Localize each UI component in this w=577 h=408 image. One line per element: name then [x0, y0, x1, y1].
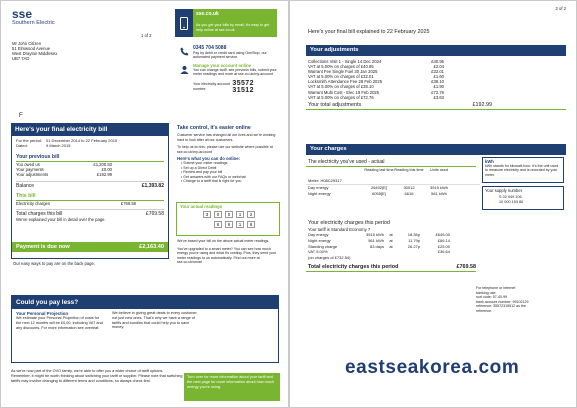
bill-page-1: sse Southern Electric 1 of 2 Mr John Citizen 51 Elmwood Avenue West Drayton Middlesex UB7 7AD sse.co.uk As you get your bills by email, it's easy to get help online at sse.co.uk 0345 704 5088 Pay by debit or credit card using OneStop, our automated payment service. Manage your account online You can change tariff, see previous bills, submit your meter readings and more at sse.co.uk/my-account Your electricity account number: 35572 31512 F Here's your final electricity bill For the period: 01 December 2014 to 22 February 2015 Dated: 9 March 2015 Your previous bill You owed us £1,200.83 Your payments £0.00 Your adjustments £192.99 Balance £1,393.82 This bill Electricity charges £769.58 Total charges this bill £769.58 We've explained your bill in detail over the page. Payment is due now £2,163.40 Our easy ways to pay are on the back page. Take control, it's easier online Customer service has changed all our lives and we're working hard to look after all our customers. To help us do this, please use our website where possible at sse.co.uk/my-account Here's what you can do online: • Submit your meter readings • Set up a Direct Debit • Review and pay your bill • Get answers with our FAQs or webchat • Change to a tariff that is right for you Your actual readings 3 0 0 1 2 6 6 1 8 We've based your bill on the above actual meter readings. You've upgraded to a smart meter? You can see how much energy you're using and what it's costing. Plus, they send your meter readings to us automatically. Find out more at sse.co.uk/smart Could you pay less? Your Personal Projection We estimate your Personal Projection of costs for the next 12 months will be £0.00, including VAT and any discounts. For more information see overleaf. We believe in giving great deals to every customer, not just new ones. That's why we have a range of tariffs and bundles that could help you to save money. As we're now part of the OVO family, we're able to offer you a wider choice of tariff options. Remember, it might be worth thinking about switching your tariff or supplier. Please note that switching tariffs may involve changing to different terms and conditions, so always check first. Turn over for more information about your tariff and the next page for more information about how much energy you're using.	[0, 0, 289, 408]
website-link[interactable]: sse.co.uk	[196, 11, 219, 17]
supply-number-box: Your supply number S 02 949 106 10 000 153 86	[482, 186, 564, 210]
adjustment-row: VAT at 5.00% on charges of £38.10 £1.90	[308, 84, 444, 90]
charge-row: VAT 5.00% £36.64	[308, 249, 450, 255]
reading-digit: 2	[247, 211, 255, 218]
adjustment-row: VAT at 5.00% on charges of £72.76 £3.63	[308, 94, 444, 100]
reading-digit: 0	[214, 211, 222, 218]
customer-address	[12, 41, 112, 61]
previous-bill-rows: You owed us £1,200.83 Your payments £0.00 Your adjustments £192.99	[16, 161, 112, 177]
address-line: West Drayton Middlesex	[12, 51, 58, 57]
website-box: sse.co.uk As you get your bills by email, it's easy to get help online at sse.co.uk	[175, 9, 277, 37]
adjustment-row: Collections Visit 1 - Single 14 Dec 2024 £40.95	[308, 59, 444, 64]
phone-icon	[175, 45, 193, 60]
adjustments-section: Your adjustments Collections Visit 1 - Single 14 Dec 2024 £40.95 VAT at 5.00% on charges of £40.95 £2.04 Warrant Fee Single Fuel 30 Jan 2025 £32.01 VAT at 5.00% on charges of £32.01 £1.60 Locksmith Attendance Fee 28 Feb 2025 £38.10 VAT at 5.00% on charges of £38.10 £1.90 Warrant Multi Cost - Elec 19 Feb 2025 £72.76 VAT at 5.00% on charges of £72.76 £3.63 Your total adjustments £192.99	[306, 45, 566, 110]
account-number: Your electricity account number: 35572 31512	[193, 79, 254, 94]
payment-due-banner: Payment is due now £2,163.40	[12, 242, 168, 252]
address-line: 51 Elmwood Avenue	[12, 46, 51, 52]
footer-note: As we're now part of the OVO family, we're able to offer you a wider choice of tariff options. Remember, it might be worth thinking about switching your tariff or supplier. Please note that switching tariffs may involve changing to different terms and conditions, so always check first.	[11, 369, 183, 383]
readings-notes: We've based your bill on the above actual meter readings. You've upgraded to a smart meter? You can see how much energy you're using and what it's costing. Plus, they send your meter readings to us automatically. Find out more at sse.co.uk/smart	[177, 239, 277, 264]
total-charges-row: Total electricity charges this period £769.58	[308, 264, 476, 271]
meter-row: Day energy 26492[E] 30012 3515 kWh	[308, 185, 448, 191]
reading-digit: 0	[225, 211, 233, 218]
mark: F	[19, 113, 23, 119]
contact-panel	[175, 9, 277, 94]
list-item: • Set up a Direct Debit	[181, 165, 217, 170]
charge-row: (on charges of £732.54)	[308, 254, 351, 260]
list-item: • Submit your meter readings	[181, 161, 228, 165]
adjustment-row: VAT at 5.00% on charges of £40.95 £2.04	[308, 64, 444, 70]
page-title: Here's your final bill explained to 22 February 2025	[308, 29, 430, 35]
charge-row: Day energy 3515 kWh at 18.35p £645.00	[308, 232, 450, 238]
charge-row: Night energy 561 kWh at 11.79p £66.14	[308, 238, 450, 243]
final-bill-box: Here's your final electricity bill For the period: 01 December 2014 to 22 February 2015 Dated: 9 March 2015 Your previous bill You owed us £1,200.83 Your payments £0.00 Your adjustments £192.99 Balance £1,393.82 This bill Electricity charges £769.58 Total charges this bill £769.58 We've explained your bill in detail over the page. Payment is due now £2,163.40	[11, 123, 169, 259]
page-number: 1 of 2	[141, 33, 152, 38]
reading-digit: 6	[225, 221, 233, 228]
adjustment-row: VAT at 5.00% on charges of £32.01 £1.60	[308, 74, 444, 80]
meter-label: Meter: H08C29317	[306, 178, 480, 185]
reading-digit: 6	[214, 221, 222, 228]
kwh-info-box: kWh kWh stands for kilowatt-hour. It's the unit used to measure electricity and is recorded by your meter.	[482, 157, 564, 183]
phone-box: 0345 704 5088 Pay by debit or credit card using OneStop, our automated payment service.	[175, 45, 277, 60]
meter-table: Reading last time Reading this time Units used Meter: H08C29317 Day energy 26492[E] 30012 3515 kWh Night energy 6055[E] 6616 561 kWh	[306, 168, 480, 197]
total-charges-row: Total charges this bill £769.58	[16, 211, 164, 218]
take-control-panel: Take control, it's easier online Customer service has changed all our lives and we're working hard to look after all our customers. To help us do this, please use our website where possible at sse.co.uk/my-account Here's what you can do online: • Submit your meter readings • Set up a Direct Debit • Review and pay your bill • Get answers with our FAQs or webchat • Change to a tariff that is right for you	[177, 125, 279, 184]
this-bill-row: Electricity charges £769.58	[16, 201, 136, 207]
readings-box: Your actual readings 3 0 0 1 2 6 6 1 8	[176, 202, 280, 236]
reading-row-1	[203, 211, 279, 218]
adjustment-row: Warrant Fee Single Fuel 30 Jan 2025 £32.01	[308, 69, 444, 75]
adjustment-row: Locksmith Attendance Fee 28 Feb 2025 £38.10	[308, 79, 444, 85]
reading-digit: 8	[247, 221, 255, 228]
list-item: • Change to a tariff that is right for you	[181, 179, 242, 183]
used-title: The electricity you've used - actual	[306, 157, 476, 167]
account-icon	[175, 63, 193, 77]
online-services-list	[177, 161, 279, 184]
reading-digit: 1	[236, 221, 244, 228]
bill-date: 9 March 2015	[46, 143, 71, 149]
manage-account-box: Manage your account online You can change tariff, see previous bills, submit your meter readings and more at sse.co.uk/my-account	[175, 63, 277, 77]
mobile-icon	[175, 9, 193, 37]
bill-period: 01 December 2014 to 22 February 2015	[46, 138, 118, 143]
reading-digit: 3	[203, 211, 211, 218]
phone-number[interactable]: 0345 704 5088	[193, 45, 227, 51]
balance-row: Balance £1,393.82	[16, 183, 164, 190]
period-charges: Your electricity charges this period Your tariff is Standard Economy 7 Day energy 3515 kWh at 18.35p £645.00 Night energy 561 kWh at 11.79p £66.14 Standing charge 83 days at 26.27p £25.00 VAT 5.00% £36.64 (on charges of £732.54)	[306, 219, 480, 260]
meter-row: Night energy 6055[E] 6616 561 kWh	[308, 191, 447, 197]
address-line: UB7 7AD	[12, 56, 30, 62]
supply-number: S 02 949 106	[499, 195, 522, 199]
bill-title: Here's your final electricity bill	[12, 124, 168, 136]
sse-logo: sse Southern Electric	[12, 7, 55, 26]
adjustment-row: Warrant Multi Cost - Elec 19 Feb 2025 £72.76	[308, 89, 444, 95]
turn-over-box: Turn over for more information about your tariff and the next page for more information about how much energy you're using.	[184, 373, 280, 401]
amount-due: £2,163.40	[139, 244, 164, 250]
bill-page-2	[289, 0, 577, 408]
list-item: • Get answers with our FAQs or webchat	[181, 174, 246, 179]
address-line: Mr John Citizen	[12, 41, 42, 46]
list-item: • Review and pay your bill	[181, 170, 223, 174]
banking-details: For telephone or internet banking use: sort code: 57-40-99 bank account number: 99102129 reference: 35572315512 as the reference.	[476, 286, 529, 313]
watermark: eastseakorea.com	[345, 357, 520, 378]
total-adjustments-row: Your total adjustments £192.99	[306, 101, 566, 110]
supply-number: 10 000 153 86	[499, 199, 524, 204]
pay-less-title: Could you pay less?	[12, 296, 278, 309]
reading-digit: 1	[236, 211, 244, 218]
charge-row: Standing charge 83 days at 26.27p £25.00	[308, 243, 450, 249]
charges-section: Your charges The electricity you've used - actual Reading last time Reading this time Units used Meter: H08C29317 Day energy 26492[E] 30012 3515 kWh Night energy 6055[E] 6616 561 kWh kWh kWh stands for kilowatt-hour. It's the unit used to measure electricity and is recorded by your meter. Your supply number S 02 949 106 10 000 153 86 Your electricity charges this period Your tariff is Standard Economy 7 Day energy 3515 kWh at 18.35p £645.00 Night energy 561 kWh at 11.79p £66.14 Standing charge 83 days at 26.27p £25.00 VAT 5.00% £36.64 (on charges of £732.54) Total electricity charges this period £769.58	[306, 144, 566, 272]
pay-less-box: Could you pay less? Your Personal Projection We estimate your Personal Projection of costs for the next 12 months will be £0.00, including VAT and any discounts. For more information see overleaf. We believe in giving great deals to every customer, not just new ones. That's why we have a range of tariffs and bundles that could help you to save money.	[11, 295, 279, 363]
reading-row-2	[214, 221, 279, 228]
page-number: 2 of 2	[555, 6, 566, 11]
